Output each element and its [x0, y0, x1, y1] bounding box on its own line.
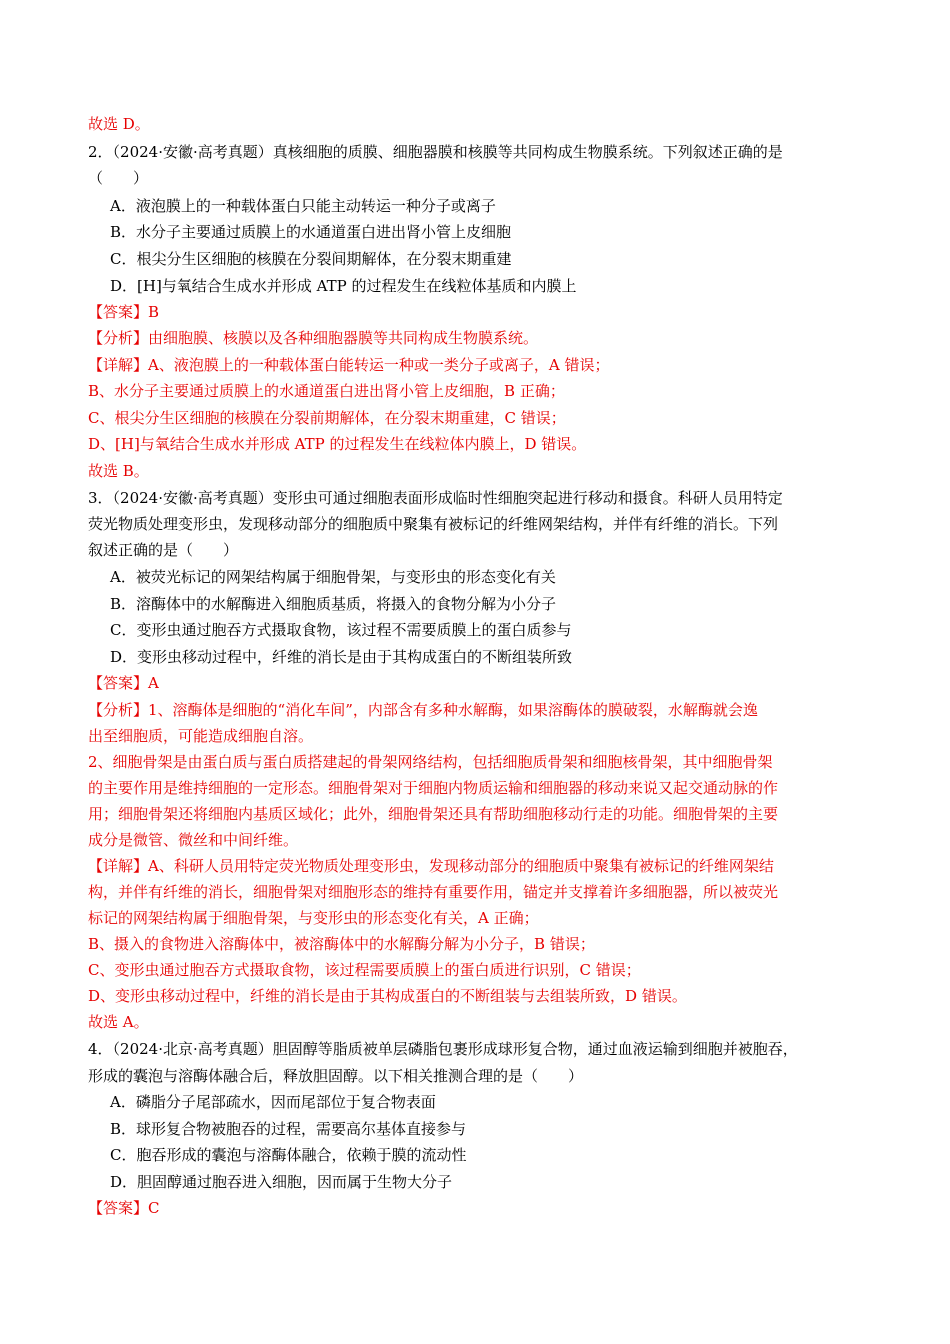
answer-label: 【答案】 — [88, 674, 149, 692]
q2-stem-line-2: （ ） — [88, 169, 149, 187]
q3-answer — [88, 673, 878, 693]
q1-conclusion: 故选 D。 — [88, 115, 150, 133]
analysis-text: 由细胞膜、核膜以及各种细胞器膜等共同构成生物膜系统。 — [148, 329, 539, 347]
answer-label: 【答案】 — [88, 1199, 149, 1217]
detail-label: 【详解】 — [88, 356, 149, 374]
detail-text: A、科研人员用特定荧光物质处理变形虫，发现移动部分的细胞质中聚集有被标记的纤维网架结 — [148, 857, 774, 875]
answer-value: C — [148, 1199, 160, 1217]
answer-label: 【答案】 — [88, 303, 149, 321]
q3-stem-line: 3．（2024·安徽·高考真题）变形虫可通过细胞表面形成临时性细胞突起进行移动和摄食。科研人员用特定 — [88, 489, 783, 507]
q4-option-a: A．磷脂分子尾部疏水，因而尾部位于复合物表面 — [110, 1093, 436, 1111]
q2-option-b: B．水分子主要通过质膜上的水通道蛋白进出肾小管上皮细胞 — [110, 223, 512, 241]
q2-detail-line: B、水分子主要通过质膜上的水通道蛋白进出肾小管上皮细胞，B 正确； — [88, 382, 565, 400]
analysis-text: 1、溶酶体是细胞的“消化车间”，内部含有多种水解酶，如果溶酶体的膜破裂，水解酶就会逸 — [148, 701, 758, 719]
q3-detail-line: 标记的网架结构属于细胞骨架，与变形虫的形态变化有关，A 正确； — [88, 909, 539, 927]
q3-analysis-line: 出至细胞质，可能造成细胞自溶。 — [88, 727, 314, 745]
answer-value: A — [148, 674, 159, 692]
q2-option-c: C．根尖分生区细胞的核膜在分裂间期解体，在分裂末期重建 — [110, 250, 512, 268]
q3-stem-line: 荧光物质处理变形虫，发现移动部分的细胞质中聚集有被标记的纤维网架结构，并伴有纤维的消长。下列 — [88, 515, 779, 533]
q3-analysis — [88, 700, 878, 720]
q2-option-a: A．液泡膜上的一种载体蛋白只能主动转运一种分子或离子 — [110, 197, 496, 215]
q3-analysis-line: 用；细胞骨架还将细胞内基质区域化；此外，细胞骨架还具有帮助细胞移动行走的功能。细胞骨架的主要 — [88, 805, 779, 823]
detail-text: A、液泡膜上的一种载体蛋白能转运一种或一类分子或离子，A 错误； — [148, 356, 610, 374]
q3-analysis-line: 成分是微管、微丝和中间纤维。 — [88, 831, 299, 849]
q2-stem-line-1: 2．（2024·安徽·高考真题）真核细胞的质膜、细胞器膜和核膜等共同构成生物膜系统。下列叙述正确的是 — [88, 143, 783, 161]
q3-analysis-line: 的主要作用是维持细胞的一定形态。细胞骨架对于细胞内物质运输和细胞器的移动来说又起交通动脉的作 — [88, 779, 779, 797]
q3-detail-line: D、变形虫移动过程中，纤维的消长是由于其构成蛋白的不断组装与去组装所致，D 错误。 — [88, 987, 687, 1005]
q2-detail-line: C、根尖分生区细胞的核膜在分裂前期解体，在分裂末期重建，C 错误； — [88, 409, 566, 427]
q3-conclusion: 故选 A。 — [88, 1013, 149, 1031]
q2-answer — [88, 302, 878, 322]
q3-detail — [88, 856, 878, 876]
detail-label: 【详解】 — [88, 857, 149, 875]
q3-option-d: D．变形虫移动过程中，纤维的消长是由于其构成蛋白的不断组装所致 — [110, 648, 573, 666]
analysis-label: 【分析】 — [88, 329, 149, 347]
q3-analysis-line: 2、细胞骨架是由蛋白质与蛋白质搭建起的骨架网络结构，包括细胞质骨架和细胞核骨架，其中细胞骨架 — [88, 753, 773, 771]
q3-stem-line: 叙述正确的是（ ） — [88, 541, 239, 559]
q3-option-b: B．溶酶体中的水解酶进入细胞质基质，将摄入的食物分解为小分子 — [110, 595, 557, 613]
q4-answer — [88, 1198, 878, 1218]
q3-detail-line: C、变形虫通过胞吞方式摄取食物，该过程需要质膜上的蛋白质进行识别，C 错误； — [88, 961, 641, 979]
q2-option-d: D．[H]与氧结合生成水并形成 ATP 的过程发生在线粒体基质和内膜上 — [110, 277, 577, 295]
q4-option-d: D．胆固醇通过胞吞进入细胞，因而属于生物大分子 — [110, 1173, 453, 1191]
q4-stem-line: 形成的囊泡与溶酶体融合后，释放胆固醇。以下相关推测合理的是（ ） — [88, 1067, 584, 1085]
analysis-label: 【分析】 — [88, 701, 149, 719]
q4-option-b: B．球形复合物被胞吞的过程，需要高尔基体直接参与 — [110, 1120, 467, 1138]
q3-detail-line: 构，并伴有纤维的消长，细胞骨架对细胞形态的维持有重要作用，锚定并支撑着许多细胞器，所以被荧光 — [88, 883, 779, 901]
q2-detail-line: D、[H]与氧结合生成水并形成 ATP 的过程发生在线粒体内膜上，D 错误。 — [88, 435, 587, 453]
q2-conclusion: 故选 B。 — [88, 462, 149, 480]
q3-detail-line: B、摄入的食物进入溶酶体中，被溶酶体中的水解酶分解为小分子，B 错误； — [88, 935, 595, 953]
q2-detail — [88, 355, 878, 375]
q4-stem-line: 4．（2024·北京·高考真题）胆固醇等脂质被单层磷脂包裹形成球形复合物，通过血液运输到细胞并被胞吞， — [88, 1040, 798, 1058]
q3-option-a: A．被荧光标记的网架结构属于细胞骨架，与变形虫的形态变化有关 — [110, 568, 556, 586]
q3-option-c: C．变形虫通过胞吞方式摄取食物，该过程不需要质膜上的蛋白质参与 — [110, 621, 572, 639]
answer-value: B — [148, 303, 160, 321]
q4-option-c: C．胞吞形成的囊泡与溶酶体融合，依赖于膜的流动性 — [110, 1146, 467, 1164]
q2-analysis — [88, 328, 878, 348]
